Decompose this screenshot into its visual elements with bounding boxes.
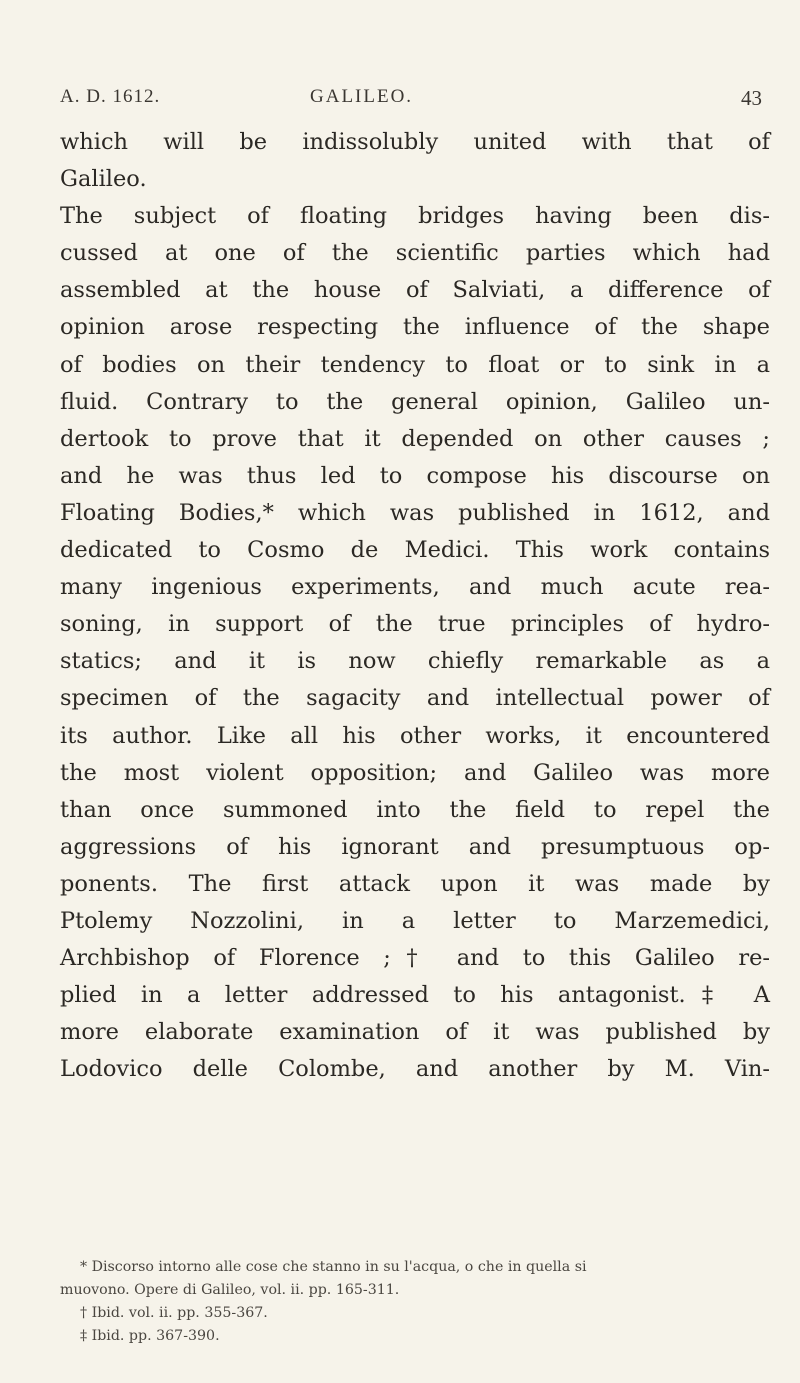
text-line: than once summoned into the field to repel the xyxy=(60,796,770,823)
running-head xyxy=(60,86,762,116)
text-line: specimen of the sagacity and intellectual power of xyxy=(60,685,770,712)
text-line: Lodovico delle Colombe, and another by M. Vin- xyxy=(60,1056,770,1083)
footnotes xyxy=(60,1256,770,1348)
text-line: Galileo. xyxy=(60,166,147,193)
running-head-title: GALILEO. xyxy=(310,86,414,107)
footnote-line: muovono. Opere di Galileo, vol. ii. pp. 165-311. xyxy=(60,1282,400,1298)
text-line: the most violent opposition; and Galileo was more xyxy=(60,759,770,786)
footnote-line: ‡ Ibid. pp. 367-390. xyxy=(80,1328,220,1344)
text-line: statics; and it is now chiefly remarkable as a xyxy=(60,648,770,675)
text-line: cussed at one of the scientific parties which had xyxy=(60,240,770,267)
text-line: aggressions of his ignorant and presumptuous op- xyxy=(60,833,770,860)
text-line: ponents. The first attack upon it was made by xyxy=(60,870,770,897)
text-line: fluid. Contrary to the general opinion, Galileo un- xyxy=(60,388,770,415)
text-line: assembled at the house of Salviati, a difference of xyxy=(60,277,770,304)
running-head-date: A. D. 1612. xyxy=(60,86,161,107)
text-line: Archbishop of Florence ;† and to this Galileo re- xyxy=(60,945,770,972)
text-line: more elaborate examination of it was published by xyxy=(60,1019,770,1046)
text-line: Floating Bodies,* which was published in 1612, and xyxy=(60,499,770,526)
text-line: The subject of floating bridges having been dis- xyxy=(60,203,770,230)
text-line: soning, in support of the true principles of hydro- xyxy=(60,611,770,638)
text-line: plied in a letter addressed to his antagonist.‡ A xyxy=(60,982,770,1009)
body-text xyxy=(60,124,770,1088)
text-line: dertook to prove that it depended on other causes ; xyxy=(60,425,770,452)
text-line: many ingenious experiments, and much acute rea- xyxy=(60,574,770,601)
page-number: 43 xyxy=(741,86,762,110)
footnote-line: † Ibid. vol. ii. pp. 355-367. xyxy=(80,1305,268,1321)
text-line: and he was thus led to compose his discourse on xyxy=(60,462,770,489)
text-line: opinion arose respecting the influence of the shape xyxy=(60,314,770,341)
footnote-line: * Discorso intorno alle cose che stanno in su l'acqua, o che in quella si xyxy=(80,1259,587,1275)
text-line: its author. Like all his other works, it encountered xyxy=(60,722,770,749)
text-line: Ptolemy Nozzolini, in a letter to Marzemedici, xyxy=(60,907,770,934)
text-line: which will be indissolubly united with that of xyxy=(60,129,770,155)
text-line: of bodies on their tendency to float or to sink in a xyxy=(60,351,770,378)
text-line: dedicated to Cosmo de Medici. This work contains xyxy=(60,537,770,564)
